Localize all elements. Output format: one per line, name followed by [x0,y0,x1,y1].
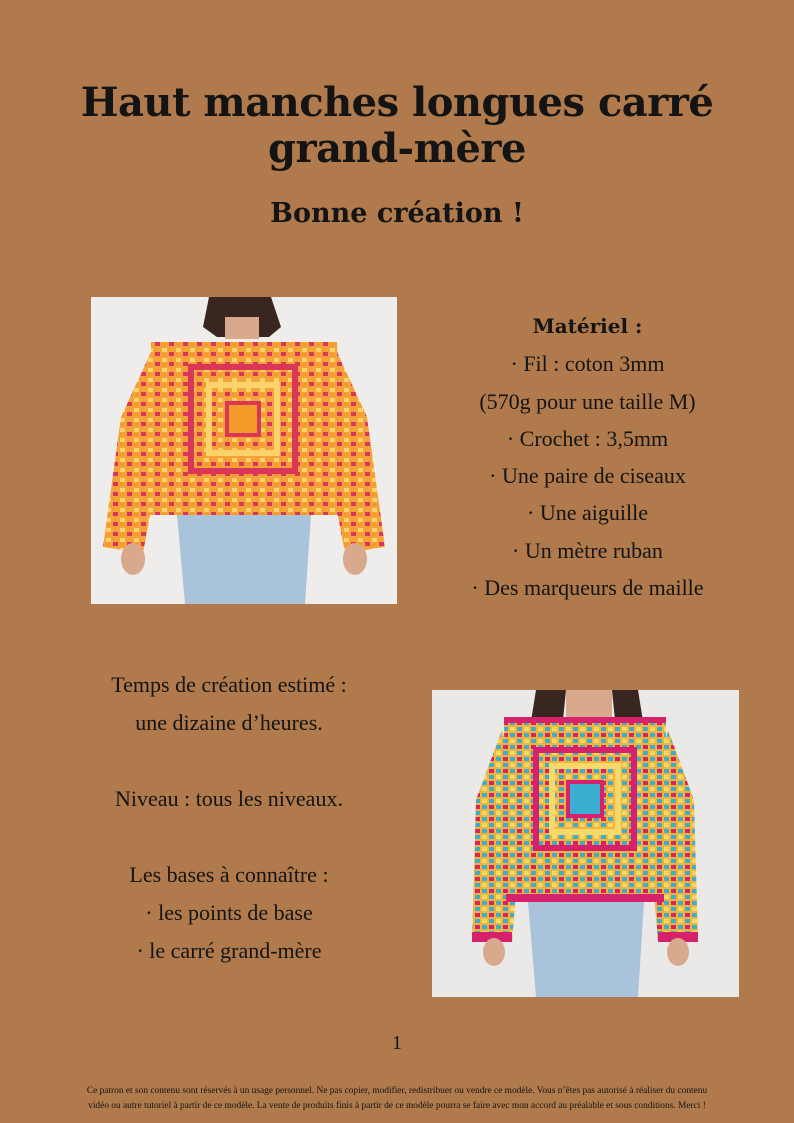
sweater-photo-orange [91,297,397,604]
copyright-footer [0,1084,794,1114]
basics-item: · le carré grand-mère [136,938,322,963]
materials-heading: Matériel : [532,314,643,338]
page-number: 1 [392,1032,402,1054]
materials-item: · Une paire de ciseaux [489,463,686,489]
footer-line: vidéo ou autre tutoriel à partir de ce modèle. La vente de produits finis à partir de ce modèle pourra se faire avec mon accord au préalable et sous conditions. Merci ! [88,1101,706,1111]
basics-item: · les points de base [145,900,313,925]
info-section [40,666,418,970]
time-estimate-value: une dizaine d’heures. [135,710,323,735]
materials-item: · Un mètre ruban [512,537,663,563]
basics-heading: Les bases à connaître : [129,862,329,887]
footer-line: Ce patron et son contenu sont réservés à un usage personnel. Ne pas copier, modifier, redistribuer ou vendre ce modèle. Vous n’êtes pas autorisé à réaliser du contenu [86,1086,708,1096]
level-text: Niveau : tous les niveaux. [115,786,343,811]
page-title: Haut manches longues carré grand-mère [80,79,714,172]
materials-item: · Crochet : 3,5mm [506,425,669,451]
materials-item: · Une aiguille [527,500,648,526]
sweater-photo-multicolor [432,690,739,997]
materials-item: · Fil : coton 3mm [510,351,665,377]
page-subtitle: Bonne création ! [270,198,524,229]
materials-item: · Des marqueurs de maille [471,575,704,601]
sweater-orange-illustration [91,297,397,604]
materials-section [430,308,745,606]
sweater-multicolor-illustration [432,690,739,997]
materials-item: (570g pour une taille M) [479,388,696,414]
time-estimate-label: Temps de création estimé : [111,672,347,697]
